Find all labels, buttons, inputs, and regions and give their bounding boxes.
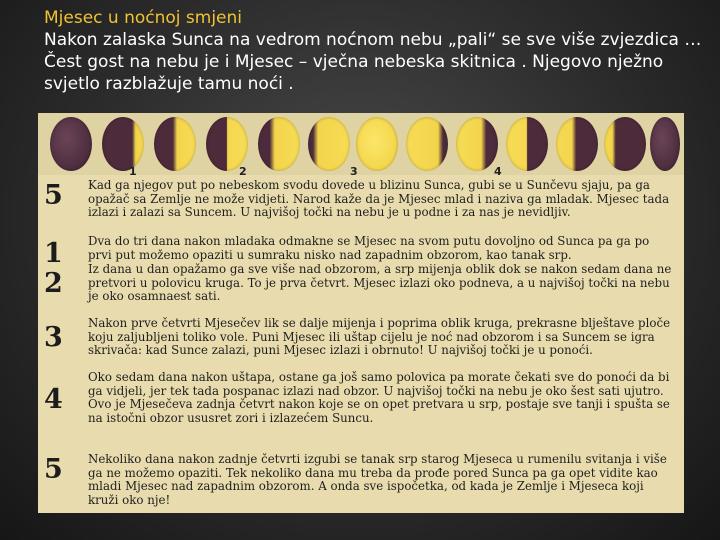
row-text: Iz dana u dan opažamo ga sve više nad obzorom, a srp mijenja oblik dok se nakon sedam dana ne pretvori u polovicu kruga. To je prva četvrt. Mjesec izlazi oko podneva, a u najvišoj točki na nebu je oko osamnaest sati.: [88, 262, 672, 304]
row-number: 2: [44, 268, 63, 299]
row-number: 5: [44, 180, 63, 211]
moon-phase-new-icon: [50, 117, 92, 171]
moon-phase-waning-gibbous-icon: [456, 117, 498, 171]
phase-number: 1: [129, 165, 137, 178]
row-number: 5: [44, 454, 63, 485]
moon-phase-crescent-icon: [604, 117, 646, 171]
row-number: 4: [44, 384, 63, 415]
moon-phase-new-icon: [650, 117, 680, 171]
row-text: Dva do tri dana nakon mladaka odmakne se Mjesec na svom putu dovoljno od Sunca pa ga po prvi put možemo opaziti u sumraku nisko nad zapadnim obzorom, kao tanak srp.: [88, 234, 650, 262]
row-number: 3: [44, 322, 63, 353]
textbook-figure: [38, 113, 684, 513]
row-text: Nakon prve četvrti Mjesečev lik se dalje mijenja i poprima oblik kruga, prekrasne blještave ploče koju zaljubljeni toliko vole. Puni Mjesec ili uštap cijelu je noć nad obzorom i sa Suncem se igra skrivača: kad Sunce zalazi, puni Mjesec izlazi i obrnuto! U najvišoj točki je u ponoći.: [88, 316, 671, 358]
slide-body-text: Nakon zalaska Sunca na vedrom noćnom nebu „pali“ se sve više zvjezdica … Čest gost na nebu je i Mjesec – vječna nebeska skitnica . Njegovo nježno svjetlo razblažuje tamu noći .: [44, 30, 702, 94]
moon-phase-crescent-icon: [102, 117, 144, 171]
phase-number: 4: [494, 165, 502, 178]
row-text: Nekoliko dana nakon zadnje četvrti izgubi se tanak srp starog Mjeseca u rumenilu svitanja i više ga ne možemo opaziti. Tek nekoliko dana mu treba da prođe pored Sunca pa ga opet vidite kao mladi Mjesec nad zapadnim obzorom. A onda sve ispočetka, od kada je Zemlje i Mjeseca koji kruži oko nje!: [88, 452, 667, 507]
phase-number: 3: [350, 165, 358, 178]
moon-phase-crescent-icon: [154, 117, 196, 171]
moon-phases-strip: [38, 113, 684, 178]
moon-phase-waxing-gibbous-icon: [258, 117, 300, 171]
moon-phase-crescent-icon: [556, 117, 598, 171]
slide-title: Mjesec u noćnoj smjeni: [44, 8, 243, 28]
row-number: 1: [44, 238, 63, 269]
phase-number: 2: [239, 165, 247, 178]
row-text: Oko sedam dana nakon uštapa, ostane ga još samo polovica pa morate čekati sve do ponoći da bi ga vidjeli, jer tek tada pospanac izlazi nad obzor. U najvišoj točki na nebu je oko šest sati ujutro. Ovo je Mjesečeva zadnja četvrt nakon koje se on opet pretvara u srp, postaje sve tanji i spušta se na istočni obzor ususret zori i izlazećem Suncu.: [88, 370, 670, 425]
moon-phase-first-quarter-icon: [206, 117, 248, 171]
moon-phase-waxing-gibbous-icon: [308, 117, 350, 171]
moon-phase-last-quarter-icon: [506, 117, 548, 171]
moon-phase-full-icon: [356, 117, 398, 171]
moon-phase-waning-gibbous-icon: [406, 117, 448, 171]
row-text: Kad ga njegov put po nebeskom svodu dovede u blizinu Sunca, gubi se u Sunčevu sjaju, pa ga opažač sa Zemlje ne može vidjeti. Narod kaže da je Mjesec mlad i naziva ga mladak. Mjesec tada izlazi i zalazi sa Suncem. U najvišoj točki na nebu je u podne i za nas je nevidljiv.: [88, 178, 670, 220]
